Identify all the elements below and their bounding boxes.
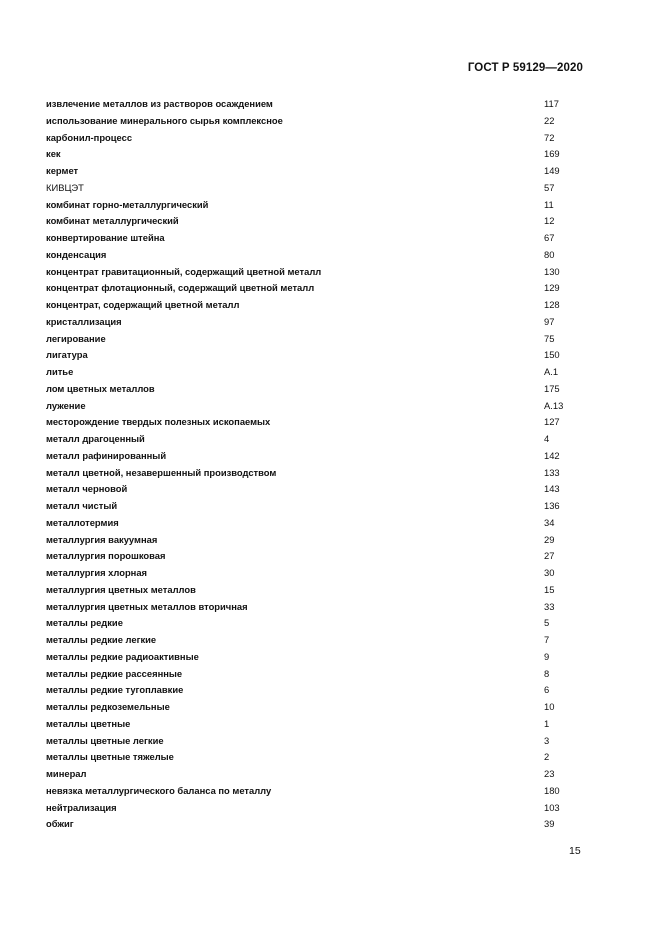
index-reference-number: 15 [544,583,555,595]
index-reference-number: А.1 [544,366,559,377]
index-entry [46,314,606,331]
index-reference-number: 142 [544,449,560,461]
index-term: металлургия вакуумная [46,533,158,545]
index-term: лужение [46,399,86,411]
index-entry [46,749,606,766]
index-entry [46,699,606,716]
index-entry [46,414,606,431]
index-term: металлургия цветных металлов вторичная [46,600,248,612]
index-reference-number: 180 [544,784,560,796]
index-term: извлечение металлов из растворов осаждением [46,98,273,109]
index-reference-number: 22 [544,114,555,126]
index-entry [46,197,606,214]
index-reference-number: 33 [544,600,555,612]
index-reference-number: 149 [544,165,560,176]
index-term: конвертирование штейна [46,232,165,243]
index-term: лом цветных металлов [46,382,155,394]
index-entry [46,532,606,549]
index-reference-number: 2 [544,751,550,763]
index-term: металлы редкие [46,617,123,629]
index-reference-number: 30 [544,567,555,578]
index-reference-number: 11 [544,198,554,210]
index-reference-number: 143 [544,483,560,495]
index-term: металл драгоценный [46,433,145,444]
index-term: металлы цветные [46,717,131,729]
index-entry [46,783,606,800]
index-reference-number: 3 [544,734,550,746]
index-entry [46,800,606,817]
index-reference-number: 128 [544,299,560,310]
index-term: металлы редкие тугоплавкие [46,684,184,696]
index-reference-number: 7 [544,634,550,645]
index-term: конденсация [46,248,107,260]
index-term: металлургия цветных металлов [46,583,196,595]
index-reference-number: 130 [544,265,560,277]
index-term: металлы цветные тяжелые [46,751,174,763]
index-reference-number: 29 [544,533,555,545]
index-reference-number: 127 [544,416,560,428]
index-entry [46,565,606,582]
index-term: металлы редкоземельные [46,701,170,712]
index-term: металлотермия [46,516,119,528]
index-entry [46,816,606,833]
index-reference-number: 57 [544,181,555,193]
index-entry [46,716,606,733]
index-term: металлы редкие радиоактивные [46,650,199,662]
index-reference-number: 75 [544,332,555,344]
index-reference-number: А.13 [544,399,564,411]
index-entry [46,632,606,649]
index-term: использование минерального сырья комплексное [46,114,283,126]
index-entry [46,364,606,381]
index-reference-number: 39 [544,818,555,830]
index-entry [46,180,606,197]
index-reference-number: 23 [544,768,555,779]
index-term: кермет [46,165,79,176]
index-entry [46,599,606,616]
index-term: концентрат, содержащий цветной металл [46,299,240,310]
index-reference-number: 117 [544,98,559,109]
index-term: металл чистый [46,500,118,511]
index-term: металлы редкие легкие [46,634,157,645]
index-entry [46,431,606,448]
index-term: металлы редкие рассеянные [46,667,183,679]
index-reference-number: 80 [544,248,555,260]
index-entry [46,649,606,666]
index-entry [46,682,606,699]
index-term: невязка металлургического баланса по металлу [46,784,272,796]
index-term: металлургия порошковая [46,550,166,562]
index-term: карбонил-процесс [46,131,133,143]
index-term: минерал [46,768,87,779]
index-reference-number: 1 [544,717,550,729]
index-reference-number: 67 [544,232,555,243]
index-reference-number: 8 [544,667,550,679]
index-reference-number: 12 [544,215,555,227]
index-entry [46,347,606,364]
index-entry [46,113,606,130]
index-entry [46,615,606,632]
index-entry [46,213,606,230]
index-reference-number: 133 [544,466,560,478]
index-entry [46,481,606,498]
index-entry [46,381,606,398]
index-entry [46,582,606,599]
index-reference-number: 175 [544,382,560,394]
index-term: комбинат горно-металлургический [46,198,209,210]
index-entry [46,448,606,465]
index-reference-number: 97 [544,315,555,327]
index-term: металл рафинированный [46,449,167,461]
index-entry [46,398,606,415]
index-entry [46,247,606,264]
index-reference-number: 27 [544,550,555,562]
index-term: литье [46,366,74,377]
index-entry [46,163,606,180]
index-entry [46,465,606,482]
index-entry [46,331,606,348]
index-reference-number: 9 [544,650,550,662]
index-reference-number: 150 [544,349,560,361]
index-term: металлургия хлорная [46,567,148,578]
index-entry [46,515,606,532]
index-entry [46,297,606,314]
document-header: ГОСТ Р 59129—2020 [467,62,583,74]
alphabetical-term-index [46,96,606,833]
index-reference-number: 4 [544,433,550,444]
index-reference-number: 34 [544,516,555,528]
index-reference-number: 10 [544,701,555,712]
index-entry [46,766,606,783]
index-reference-number: 136 [544,500,560,511]
index-term: месторождение твердых полезных ископаемых [46,416,271,428]
index-entry [46,130,606,147]
index-reference-number: 103 [544,801,560,813]
index-term: нейтрализация [46,801,117,813]
index-entry [46,264,606,281]
index-term: концентрат флотационный, содержащий цветной металл [46,282,315,294]
index-entry [46,666,606,683]
index-term: лигатура [46,349,88,361]
page-number: 15 [569,845,581,857]
index-reference-number: 169 [544,148,560,160]
index-reference-number: 5 [544,617,550,629]
index-entry [46,733,606,750]
index-entry [46,548,606,565]
index-reference-number: 6 [544,684,550,696]
index-term: кристаллизация [46,315,122,327]
index-term: металл черновой [46,483,128,495]
index-term: металл цветной, незавершенный производством [46,466,277,478]
index-entry [46,146,606,163]
index-entry [46,498,606,515]
index-reference-number: 129 [544,282,560,294]
index-entry [46,96,606,113]
index-entry [46,230,606,247]
index-term: легирование [46,332,106,344]
index-term: КИВЦЭТ [46,181,84,193]
index-term: концентрат гравитационный, содержащий цветной металл [46,265,322,277]
index-term: обжиг [46,818,74,830]
index-entry [46,280,606,297]
index-term: кек [46,148,61,160]
index-term: металлы цветные легкие [46,734,164,746]
index-term: комбинат металлургический [46,215,179,227]
index-reference-number: 72 [544,131,555,143]
